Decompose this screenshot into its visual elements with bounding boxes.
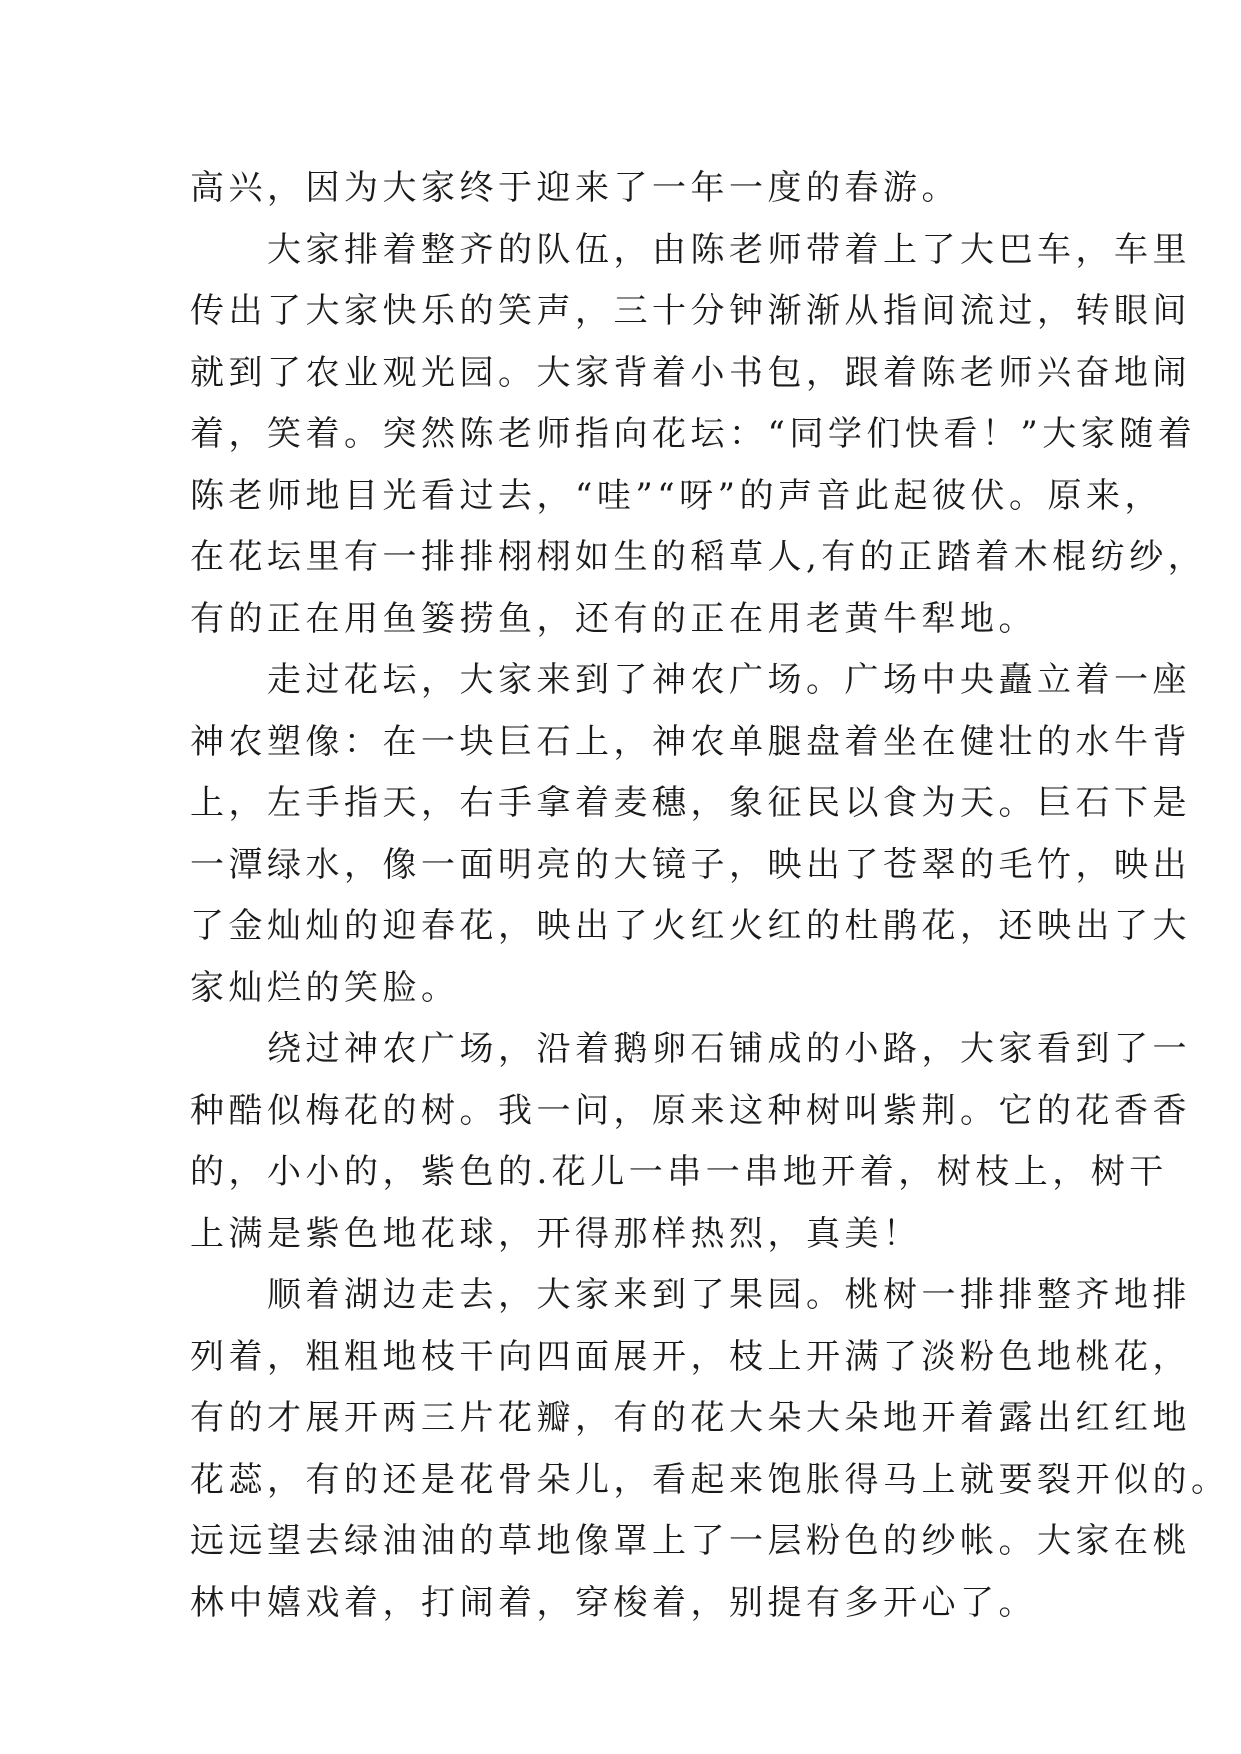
text-line: 神农塑像：在一块巨石上，神农单腿盘着坐在健壮的水牛背 [190, 721, 1191, 762]
paragraph-start-line: 绕过神农广场，沿着鹅卵石铺成的小路，大家看到了一 [267, 1029, 1191, 1069]
text-line: 上，左手指天，右手拿着麦穗，象征民以食为天。巨石下是 [190, 783, 1191, 823]
text-line: 林中嬉戏着，打闹着，穿梭着，别提有多开心了。 [190, 1582, 1037, 1623]
text-line: 一潭绿水，像一面明亮的大镜子，映出了苍翠的毛竹，映出 [190, 844, 1191, 885]
text-line: 的，小小的，紫色的.花儿一串一串地开着，树枝上，树干 [190, 1152, 1168, 1192]
text-line: 着，笑着。突然陈老师指向花坛：“同学们快看！”大家随着 [190, 414, 1197, 454]
paragraph-start-line: 走过花坛，大家来到了神农广场。广场中央矗立着一座 [267, 660, 1191, 700]
text-line: 陈老师地目光看过去，“哇”“呀”的声音此起彼伏。原来， [190, 475, 1164, 516]
text-line: 远远望去绿油油的草地像罩上了一层粉色的纱帐。大家在桃 [190, 1521, 1191, 1561]
text-line: 列着，粗粗地枝干向四面展开，枝上开满了淡粉色地桃花， [190, 1336, 1191, 1377]
paragraph-start-line: 大家排着整齐的队伍，由陈老师带着上了大巴车，车里 [267, 229, 1191, 270]
text-line: 种酷似梅花的树。我一问，原来这种树叫紫荆。它的花香香 [190, 1090, 1191, 1131]
text-line: 高兴，因为大家终于迎来了一年一度的春游。 [190, 168, 960, 208]
text-line: 传出了大家快乐的笑声，三十分钟渐渐从指间流过，转眼间 [190, 291, 1191, 331]
text-line: 家灿烂的笑脸。 [190, 967, 460, 1008]
text-line: 花蕊，有的还是花骨朵儿，看起来饱胀得马上就要裂开似的。 [190, 1459, 1230, 1500]
text-line: 了金灿灿的迎春花，映出了火红火红的杜鹃花，还映出了大 [190, 906, 1191, 946]
text-line: 有的才展开两三片花瓣，有的花大朵大朵地开着露出红红地 [190, 1398, 1191, 1438]
paragraph-start-line: 顺着湖边走去，大家来到了果园。桃树一排排整齐地排 [267, 1275, 1191, 1315]
text-line: 就到了农业观光园。大家背着小书包，跟着陈老师兴奋地闹 [190, 352, 1191, 393]
text-line: 在花坛里有一排排栩栩如生的稻草人,有的正踏着木棍纺纱， [190, 537, 1207, 577]
text-line: 有的正在用鱼篓捞鱼，还有的正在用老黄牛犁地。 [190, 598, 1037, 639]
text-line: 上满是紫色地花球，开得那样热烈，真美！ [190, 1213, 922, 1254]
body-text [190, 158, 1230, 1634]
